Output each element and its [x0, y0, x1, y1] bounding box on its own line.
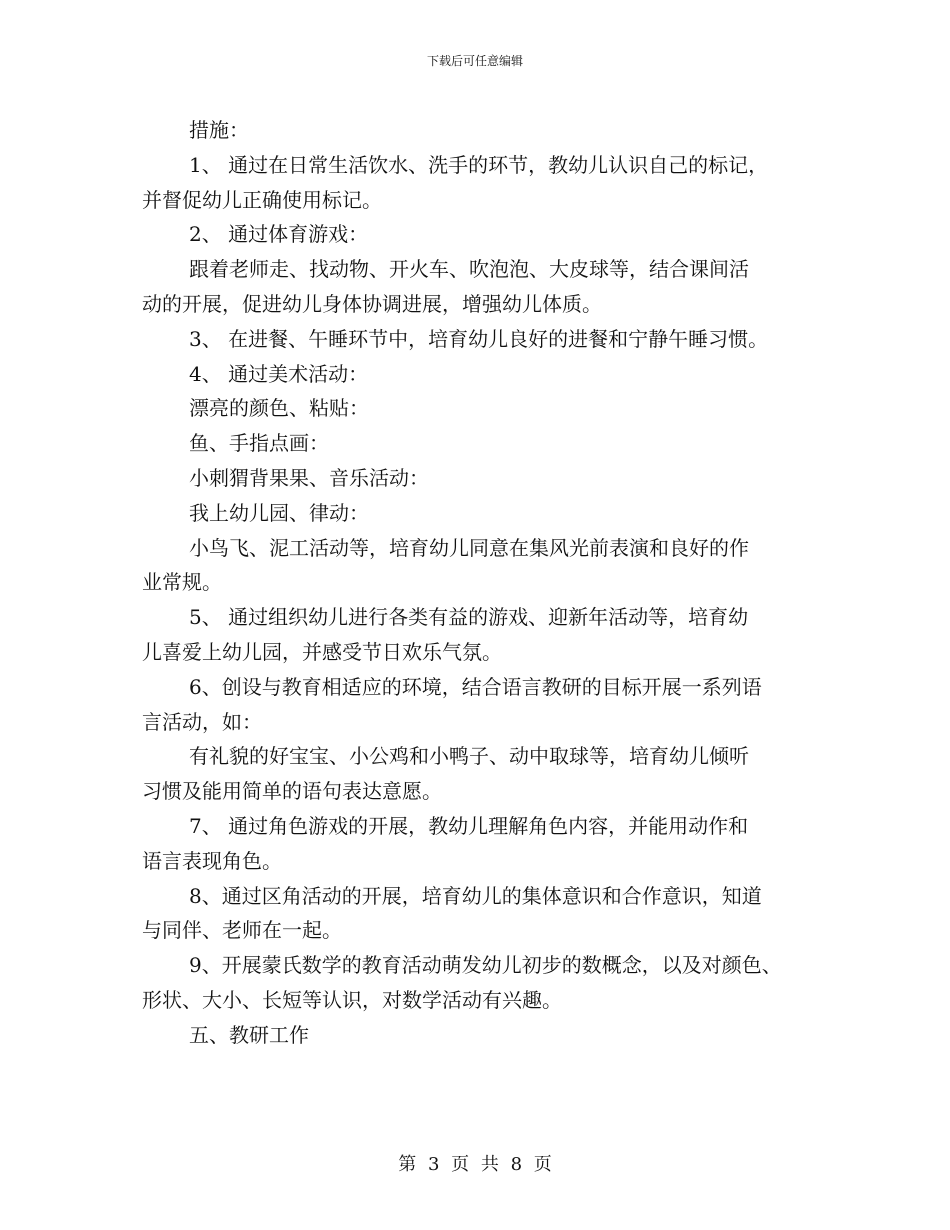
text-line: 5、 通过组织幼儿进行各类有益的游戏、迎新年活动等，培育幼: [189, 605, 749, 630]
text-line: 业常规。: [142, 570, 222, 595]
text-line: 2、 通过体育游戏：: [189, 222, 369, 247]
text-line: 小鸟飞、泥工活动等，培育幼儿同意在集风光前表演和良好的作: [189, 535, 749, 560]
text-line: 儿喜爱上幼儿园，并感受节日欢乐气氛。: [142, 639, 502, 664]
page-footer: 第 3 页 共 8 页: [398, 1154, 552, 1175]
text-line: 并督促幼儿正确使用标记。: [142, 187, 382, 212]
text-line: 形状、大小、长短等认识，对数学活动有兴趣。: [142, 987, 562, 1012]
text-line: 9、开展蒙氏数学的教育活动萌发幼儿初步的数概念，以及对颜色、: [189, 953, 782, 978]
text-line: 小刺猬背果果、音乐活动：: [189, 465, 429, 490]
text-line: 7、 通过角色游戏的开展，教幼儿理解角色内容，并能用动作和: [189, 813, 749, 838]
text-line: 习惯及能用简单的语句表达意愿。: [142, 779, 442, 804]
text-line: 语言表现角色。: [142, 848, 282, 873]
text-line: 漂亮的颜色、粘贴：: [189, 396, 369, 421]
text-line: 与同伴、老师在一起。: [142, 918, 342, 943]
text-line: 有礼貌的好宝宝、小公鸡和小鸭子、动中取球等，培育幼儿倾听: [189, 744, 749, 769]
text-line: 五、教研工作: [189, 1022, 309, 1047]
page-header: 下载后可任意编辑: [426, 54, 523, 68]
text-line: 动的开展，促进幼儿身体协调进展，增强幼儿体质。: [142, 291, 602, 316]
text-line: 言活动，如：: [142, 709, 262, 734]
text-line: 4、 通过美术活动：: [189, 361, 369, 386]
text-line: 措施：: [189, 118, 249, 142]
text-line: 6、创设与教育相适应的环境，结合语言教研的目标开展一系列语: [189, 674, 762, 699]
text-line: 8、通过区角活动的开展，培育幼儿的集体意识和合作意识，知道: [189, 883, 762, 908]
text-line: 3、 在进餐、午睡环节中，培育幼儿良好的进餐和宁静午睡习惯。: [189, 326, 769, 351]
text-line: 1、 通过在日常生活饮水、洗手的环节，教幼儿认识自己的标记，: [189, 152, 769, 177]
text-line: 鱼、手指点画：: [189, 431, 329, 456]
text-line: 我上幼儿园、律动：: [189, 500, 369, 525]
document-body: [142, 113, 822, 1053]
text-line: 跟着老师走、找动物、开火车、吹泡泡、大皮球等，结合课间活: [189, 257, 749, 282]
